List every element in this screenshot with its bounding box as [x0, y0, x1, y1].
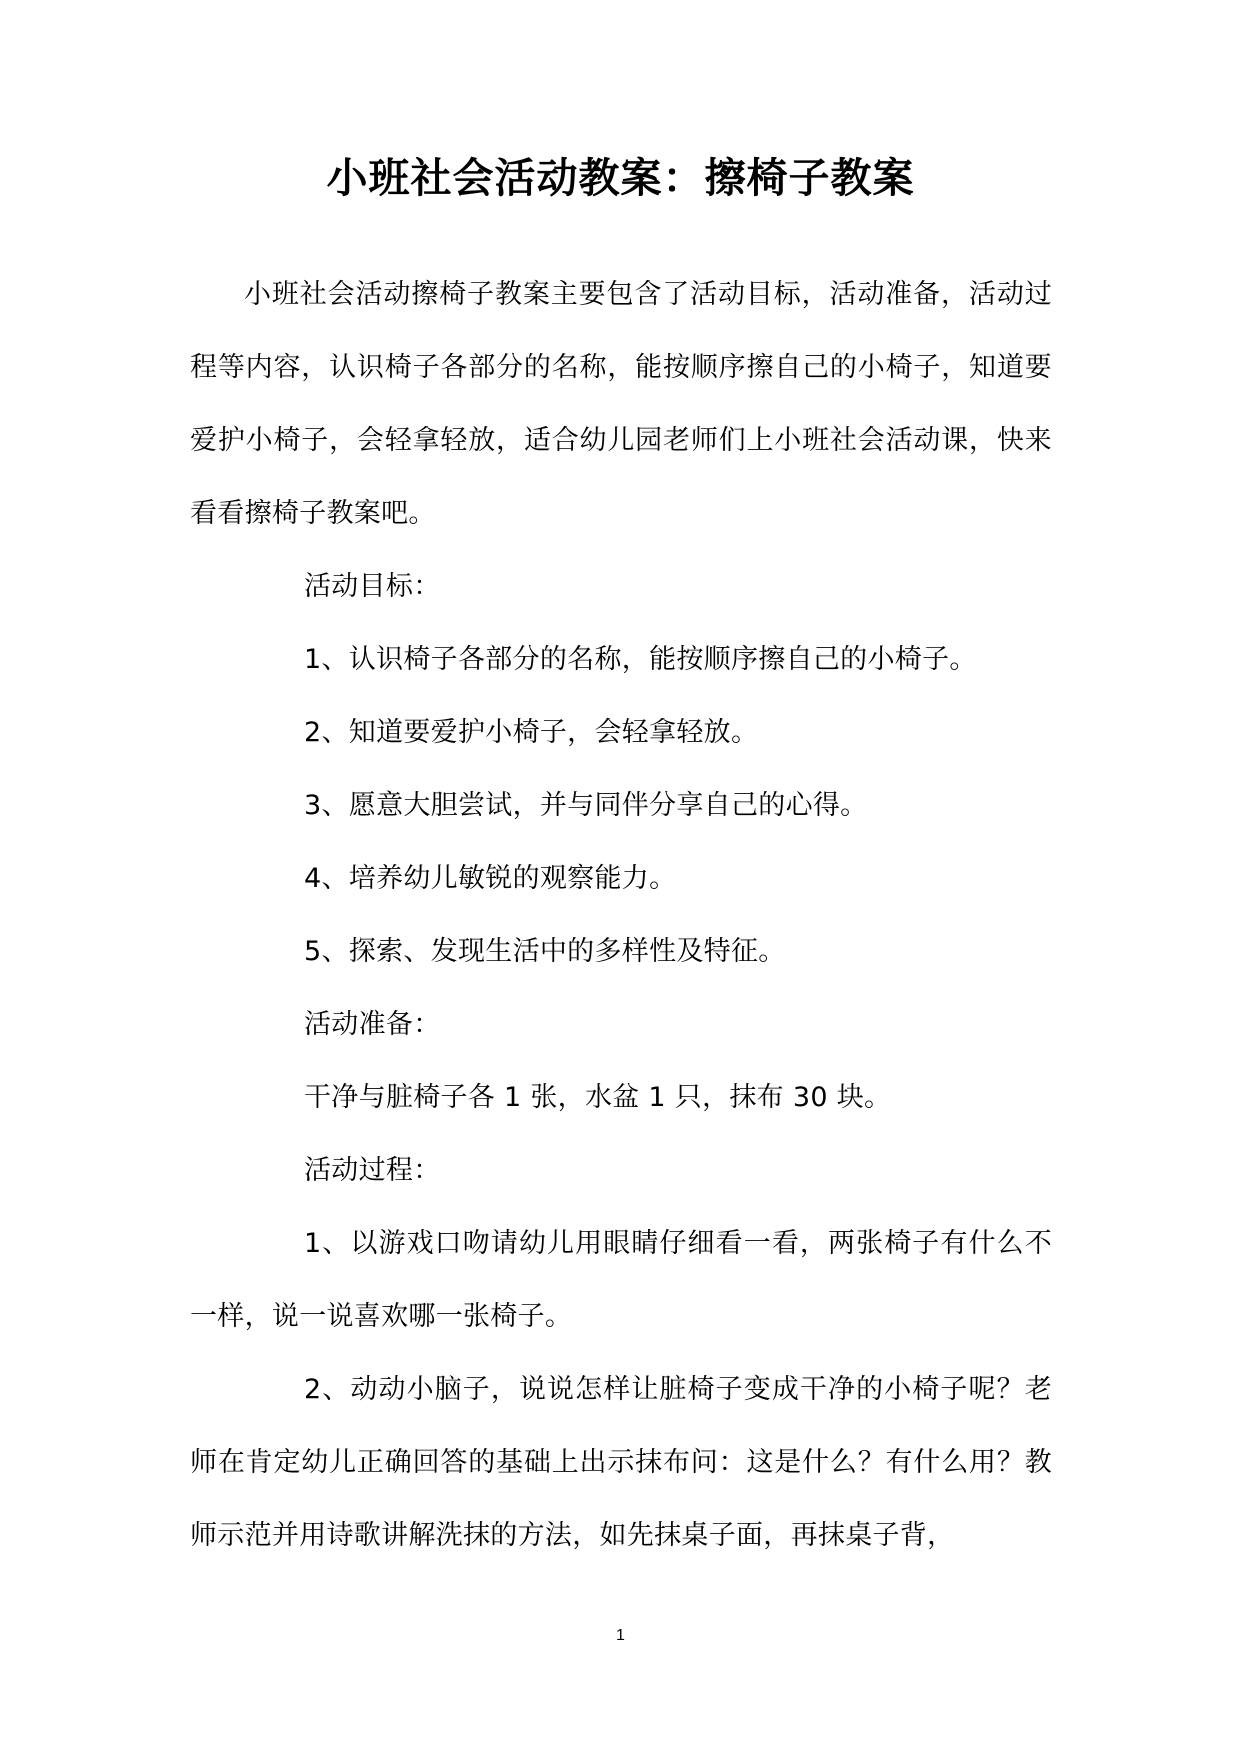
- process-heading: 活动过程：: [304, 1155, 441, 1186]
- process-step: 1、以游戏口吻请幼儿用眼睛仔细看一看，两张椅子有什么不一样，说一说喜欢哪一张椅子。: [190, 1228, 1052, 1332]
- document-body: [190, 258, 1052, 1572]
- goals-heading: 活动目标：: [304, 571, 441, 602]
- process-step: 2、动动小脑子，说说怎样让脏椅子变成干净的小椅子呢？老师在肯定幼儿正确回答的基础上出示抹布问：这是什么？有什么用？教师示范并用诗歌讲解洗抹的方法，如先抹桌子面，再抹桌子背，: [190, 1374, 1052, 1551]
- document-title: 小班社会活动教案：擦椅子教案: [326, 154, 915, 202]
- goal-item: 2、知道要爱护小椅子，会轻拿轻放。: [304, 717, 759, 748]
- goal-item: 1、认识椅子各部分的名称，能按顺序擦自己的小椅子。: [304, 644, 977, 675]
- prep-heading: 活动准备：: [304, 1009, 441, 1040]
- page-number: 1: [616, 1627, 625, 1644]
- intro-paragraph: 小班社会活动擦椅子教案主要包含了活动目标，活动准备，活动过程等内容，认识椅子各部分的名称，能按顺序擦自己的小椅子，知道要爱护小椅子，会轻拿轻放，适合幼儿园老师们上小班社会活动课，快来看看擦椅子教案吧。: [190, 279, 1052, 529]
- goal-item: 5、探索、发现生活中的多样性及特征。: [304, 936, 786, 967]
- goal-item: 3、愿意大胆尝试，并与同伴分享自己的心得。: [304, 790, 868, 821]
- prep-text: 干净与脏椅子各 1 张，水盆 1 只，抹布 30 块。: [304, 1082, 892, 1113]
- goal-item: 4、培养幼儿敏锐的观察能力。: [304, 863, 677, 894]
